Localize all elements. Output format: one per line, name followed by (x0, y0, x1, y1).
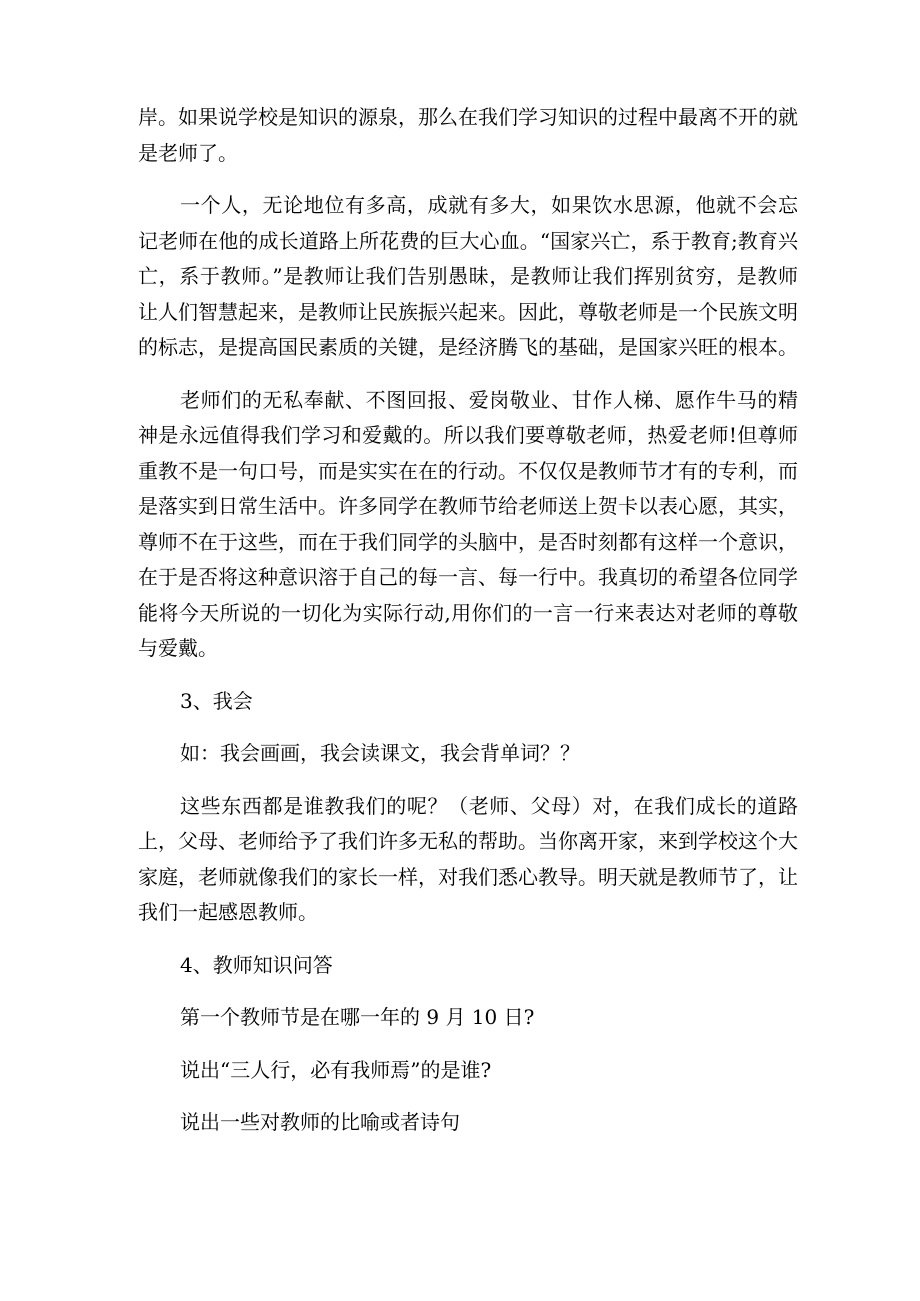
section-heading-quiz: 4、教师知识问答 (180, 952, 333, 977)
document-body (138, 100, 798, 1158)
example-line: 如：我会画画，我会读课文，我会背单词？？ (180, 741, 580, 765)
quiz-question-3: 说出一些对教师的比喻或者诗句 (180, 1110, 460, 1134)
quiz-question-1: 第一个教师节是在哪一年的 9 月 10 日? (180, 1005, 535, 1029)
paragraph-continuation: 岸。如果说学校是知识的源泉，那么在我们学习知识的过程中最离不开的就是老师了。 (138, 105, 798, 165)
paragraph-who-taught-us: 这些东西都是谁教我们的呢？（老师、父母）对，在我们成长的道路上，父母、老师给予了我们许多无私的帮助。当你离开家，来到学校这个大家庭，老师就像我们的家长一样，对我们悉心教导。明天就是教师节了，让我们一起感恩教师。 (138, 793, 798, 924)
section-heading-i-can: 3、我会 (180, 688, 253, 713)
paragraph-respect-teachers: 老师们的无私奉献、不图回报、爱岗敬业、甘作人梯、愿作牛马的精神是永远值得我们学习和爱戴的。所以我们要尊敬老师，热爱老师!但尊师重教不是一句口号，而是实实在在的行动。不仅仅是教师节才有的专利，而是落实到日常生活中。许多同学在教师节给老师送上贺卡以表心愿，其实，尊师不在于这些，而在于我们同学的头脑中，是否时刻都有这样一个意识，在于是否将这种意识溶于自己的每一言、每一行中。我真切的希望各位同学能将今天所说的一切化为实际行动,用你们的一言一行来表达对老师的尊敬与爱戴。 (138, 387, 798, 660)
paragraph-gratitude: 一个人，无论地位有多高，成就有多大，如果饮水思源，他就不会忘记老师在他的成长道路上所花费的巨大心血。“国家兴亡，系于教育;教育兴亡，系于教师。”是教师让我们告别愚昧，是教师让我们挥别贫穷，是教师让人们智慧起来，是教师让民族振兴起来。因此，尊敬老师是一个民族文明的标志，是提高国民素质的关键，是经济腾飞的基础，是国家兴旺的根本。 (138, 193, 798, 359)
quiz-question-2: 说出“三人行，必有我师焉”的是谁? (180, 1057, 492, 1082)
